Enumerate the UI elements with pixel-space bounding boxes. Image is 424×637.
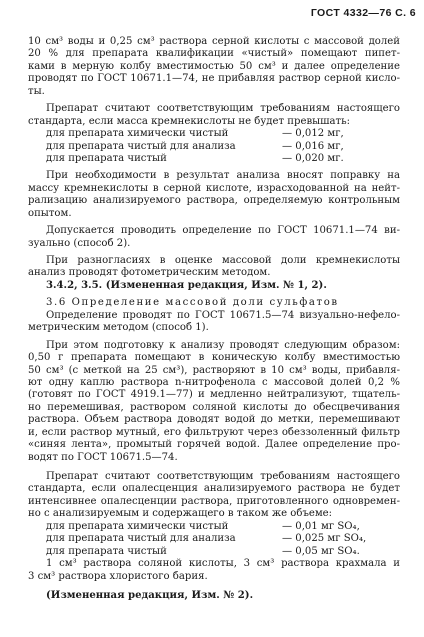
limit-label: для препарата чистый xyxy=(46,152,167,164)
text-line: опытом. xyxy=(28,207,72,219)
amendment-note: 3.4.2, 3.5. (Измененная редакция, Изм. № 1, 2). xyxy=(46,279,327,291)
text-line: При необходимости в результат анализа вносят поправку на xyxy=(46,170,400,182)
text-line: проводят по ГОСТ 10671.1—74, не прибавляя раствор серной кисло- xyxy=(28,73,400,85)
limit-row xyxy=(28,521,400,533)
page-header: ГОСТ 4332—76 С. 6 xyxy=(310,7,416,19)
text-line: Допускается проводить определение по ГОСТ 10671.1—74 ви- xyxy=(46,225,400,237)
limit-row xyxy=(28,128,400,140)
limit-label: для препарата чистый для анализа xyxy=(46,140,236,152)
text-line: Препарат считают соответствующим требованиям настоящего xyxy=(46,471,400,482)
limit-value: — 0,025 мг SO₄, xyxy=(282,533,367,545)
text-line: метрическим методом (способ 1). xyxy=(28,322,209,334)
text-line: массу кремнекислоты в серной кислоте, израсходованной на нейт- xyxy=(28,182,400,194)
limit-row xyxy=(28,153,400,165)
text-line: 1 см³ раствора соляной кислоты, 3 см³ раствора крахмала и xyxy=(46,558,400,570)
text-line: 3 см³ раствора хлористого бария. xyxy=(28,570,208,582)
limit-label: для препарата химически чистый xyxy=(46,520,229,532)
text-line: Определение проводят по ГОСТ 10671.5—74 визуально-нефело- xyxy=(46,309,400,321)
limit-label: для препарата чистый xyxy=(46,545,167,557)
limit-value: — 0,01 мг SO₄, xyxy=(282,520,360,532)
amendment-note: (Измененная редакция, Изм. № 2). xyxy=(46,589,254,601)
text-line: 20 % для препарата квалификации «чистый» помещают пипет- xyxy=(28,48,400,60)
text-line: зуально (способ 2). xyxy=(28,237,131,249)
text-line: ют одну каплю раствора n-нитрофенола с массовой долей 0,2 % xyxy=(28,376,400,388)
limit-row xyxy=(28,533,400,545)
limit-row xyxy=(28,546,400,558)
limit-label: для препарата чистый для анализа xyxy=(46,533,236,545)
text-line: стандарта, если опалесценция анализируемого раствора не будет xyxy=(28,483,400,495)
text-line: интенсивнее опалесценции раствора, приготовленного одновремен- xyxy=(28,495,400,507)
text-line: 50 см³ (с меткой на 25 см³), растворяют в 10 см³ воды, прибавля- xyxy=(28,364,400,376)
text-line: «синяя лента», промытый горячей водой. Далее определение про- xyxy=(28,439,400,451)
text-line: стандарта, если масса кремнекислоты не будет превышать: xyxy=(28,115,351,127)
text-line: При этом подготовку к анализу проводят следующим образом: xyxy=(46,339,400,351)
text-line: анализ проводят фотометрическим методом. xyxy=(28,267,271,279)
document-body xyxy=(28,36,400,602)
text-line: но перемешивая, раствором соляной кислоты до обесцвечивания xyxy=(28,401,400,413)
limit-row xyxy=(28,141,400,153)
limit-label: для препарата химически чистый xyxy=(46,128,229,140)
limit-value: — 0,012 мг, xyxy=(282,128,344,140)
text-line: но с анализируемым и содержащего в таком же объеме: xyxy=(28,508,333,520)
text-line: и, если раствор мутный, его фильтруют через обеззоленный фильтр xyxy=(28,426,400,438)
text-line: 0,50 г препарата помещают в коническую колбу вместимостью xyxy=(28,352,400,364)
text-line: раствора. Объем раствора доводят водой до метки, перемешивают xyxy=(28,414,400,426)
text-line: (готовят по ГОСТ 4919.1—77) и медленно нейтрализуют, тщатель- xyxy=(28,389,400,401)
limit-value: — 0,016 мг, xyxy=(282,140,344,152)
section-heading: 3.6 Определение массовой доли сульфатов xyxy=(46,297,339,309)
text-line: ками в мерную колбу вместимостью 50 см³ и далее определение xyxy=(28,60,400,72)
text-line: рализацию анализируемого раствора, определяемую контрольным xyxy=(28,195,400,207)
text-line: Препарат считают соответствующим требованиям настоящего xyxy=(46,103,400,115)
limit-value: — 0,020 мг. xyxy=(282,152,344,164)
text-line: 10 см³ воды и 0,25 см³ раствора серной кислоты с массовой долей xyxy=(28,36,400,47)
text-line: водят по ГОСТ 10671.5—74. xyxy=(28,451,178,463)
limit-value: — 0,05 мг SO₄. xyxy=(282,545,360,557)
text-line: При разногласиях в оценке массовой доли кремнекислоты xyxy=(46,255,400,266)
text-line: ты. xyxy=(28,85,45,97)
